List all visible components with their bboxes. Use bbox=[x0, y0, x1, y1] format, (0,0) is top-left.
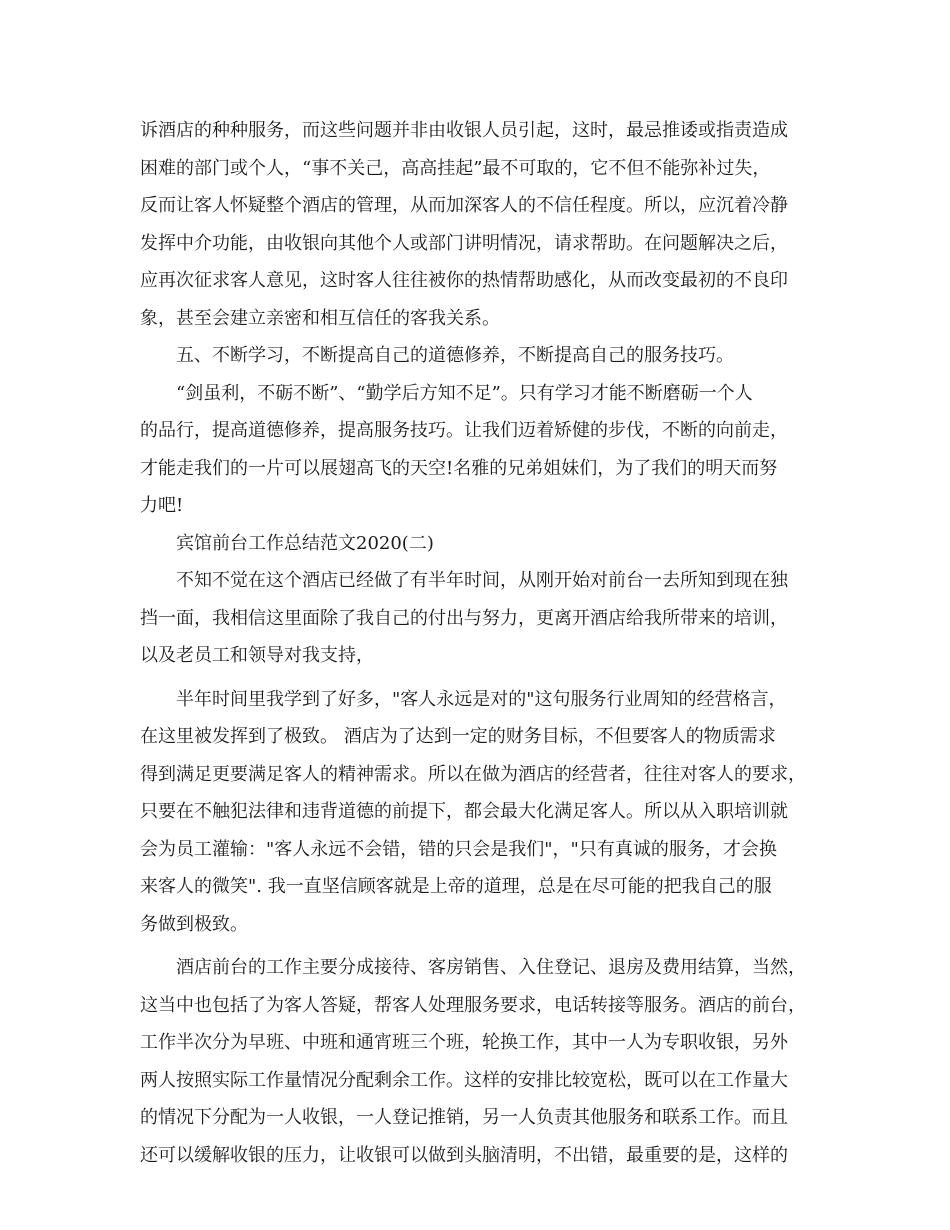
paragraph bbox=[140, 337, 840, 375]
text-line: 在这里被发挥到了极致。 酒店为了达到一定的财务目标，不但要客人的物质需求 bbox=[140, 726, 776, 747]
text-line: 这当中也包括了为客人答疑，帮客人处理服务要求，电话转接等服务。酒店的前台， bbox=[140, 994, 806, 1016]
text-line: 的品行，提高道德修养，提高服务技巧。让我们迈着矫健的步伐，不断的向前走， bbox=[140, 420, 788, 441]
text-line: 挡一面，我相信这里面除了我自己的付出与努力，更离开酒店给我所带来的培训， bbox=[140, 607, 788, 629]
text-line: 酒店前台的工作主要分成接待、客房销售、入住登记、退房及费用结算，当然， bbox=[176, 957, 806, 978]
text-line: 象，甚至会建立亲密和相互信任的客我关系。 bbox=[140, 307, 500, 329]
text-line: 来客人的微笑". 我一直坚信顾客就是上帝的道理，总是在尽可能的把我自己的服 bbox=[140, 876, 772, 897]
text-line: 还可以缓解收银的压力，让收银可以做到头脑清明，不出错，最重要的是，这样的 bbox=[140, 1144, 788, 1166]
text-line: 宾馆前台工作总结范文2020(二) bbox=[176, 532, 434, 554]
text-line: 才能走我们的一片可以展翅高飞的天空!名雅的兄弟姐妹们，为了我们的明天而努 bbox=[140, 457, 778, 479]
paragraph bbox=[140, 112, 840, 337]
text-line: 的情况下分配为一人收银，一人登记推销，另一人负责其他服务和联系工作。而且 bbox=[140, 1107, 788, 1128]
text-line: 工作半次分为早班、中班和通宵班三个班，轮换工作，其中一人为专职收银，另外 bbox=[140, 1032, 788, 1053]
text-line: 应再次征求客人意见，这时客人往往被你的热情帮助感化，从而改变最初的不良印 bbox=[140, 270, 788, 291]
paragraph bbox=[140, 681, 840, 944]
paragraph bbox=[140, 375, 840, 525]
text-line: 得到满足更要满足客人的精神需求。所以在做为酒店的经营者，往往对客人的要求， bbox=[140, 763, 806, 785]
text-line: 五、不断学习，不断提高自己的道德修养，不断提高自己的服务技巧。 bbox=[176, 345, 734, 366]
paragraph bbox=[140, 562, 840, 675]
document-body bbox=[140, 112, 840, 1174]
text-line: 会为员工灌输："客人永远不会错，错的只会是我们"，"只有真诚的服务，才会换 bbox=[140, 838, 777, 860]
text-line: 力吧! bbox=[140, 495, 184, 516]
text-line: 发挥中介功能，由收银向其他个人或部门讲明情况，请求帮助。在问题解决之后， bbox=[140, 232, 788, 254]
text-line: 诉酒店的种种服务，而这些问题并非由收银人员引起，这时，最忌推诿或指责造成 bbox=[140, 120, 788, 141]
text-line: 务做到极致。 bbox=[140, 913, 248, 935]
text-line: 半年时间里我学到了好多，"客人永远是对的"这句服务行业周知的经营格言， bbox=[176, 688, 787, 710]
text-line: 反而让客人怀疑整个酒店的管理，从而加深客人的不信任程度。所以，应沉着冷静 bbox=[140, 195, 788, 216]
text-line: 两人按照实际工作量情况分配剩余工作。这样的安排比较宽松，既可以在工作量大 bbox=[140, 1069, 788, 1091]
paragraph bbox=[140, 949, 840, 1174]
text-line: 困难的部门或个人，“事不关己，高高挂起”最不可取的，它不但不能弥补过失， bbox=[140, 157, 771, 179]
text-line: 以及老员工和领导对我支持， bbox=[140, 645, 374, 666]
paragraph bbox=[140, 525, 840, 563]
text-line: 不知不觉在这个酒店已经做了有半年时间，从刚开始对前台一去所知到现在独 bbox=[176, 570, 788, 591]
text-line: “剑虽利，不砺不断”、“勤学后方知不足”。只有学习才能不断磨砺一个人 bbox=[176, 382, 753, 404]
text-line: 只要在不触犯法律和违背道德的前提下，都会最大化满足客人。所以从入职培训就 bbox=[140, 801, 788, 822]
